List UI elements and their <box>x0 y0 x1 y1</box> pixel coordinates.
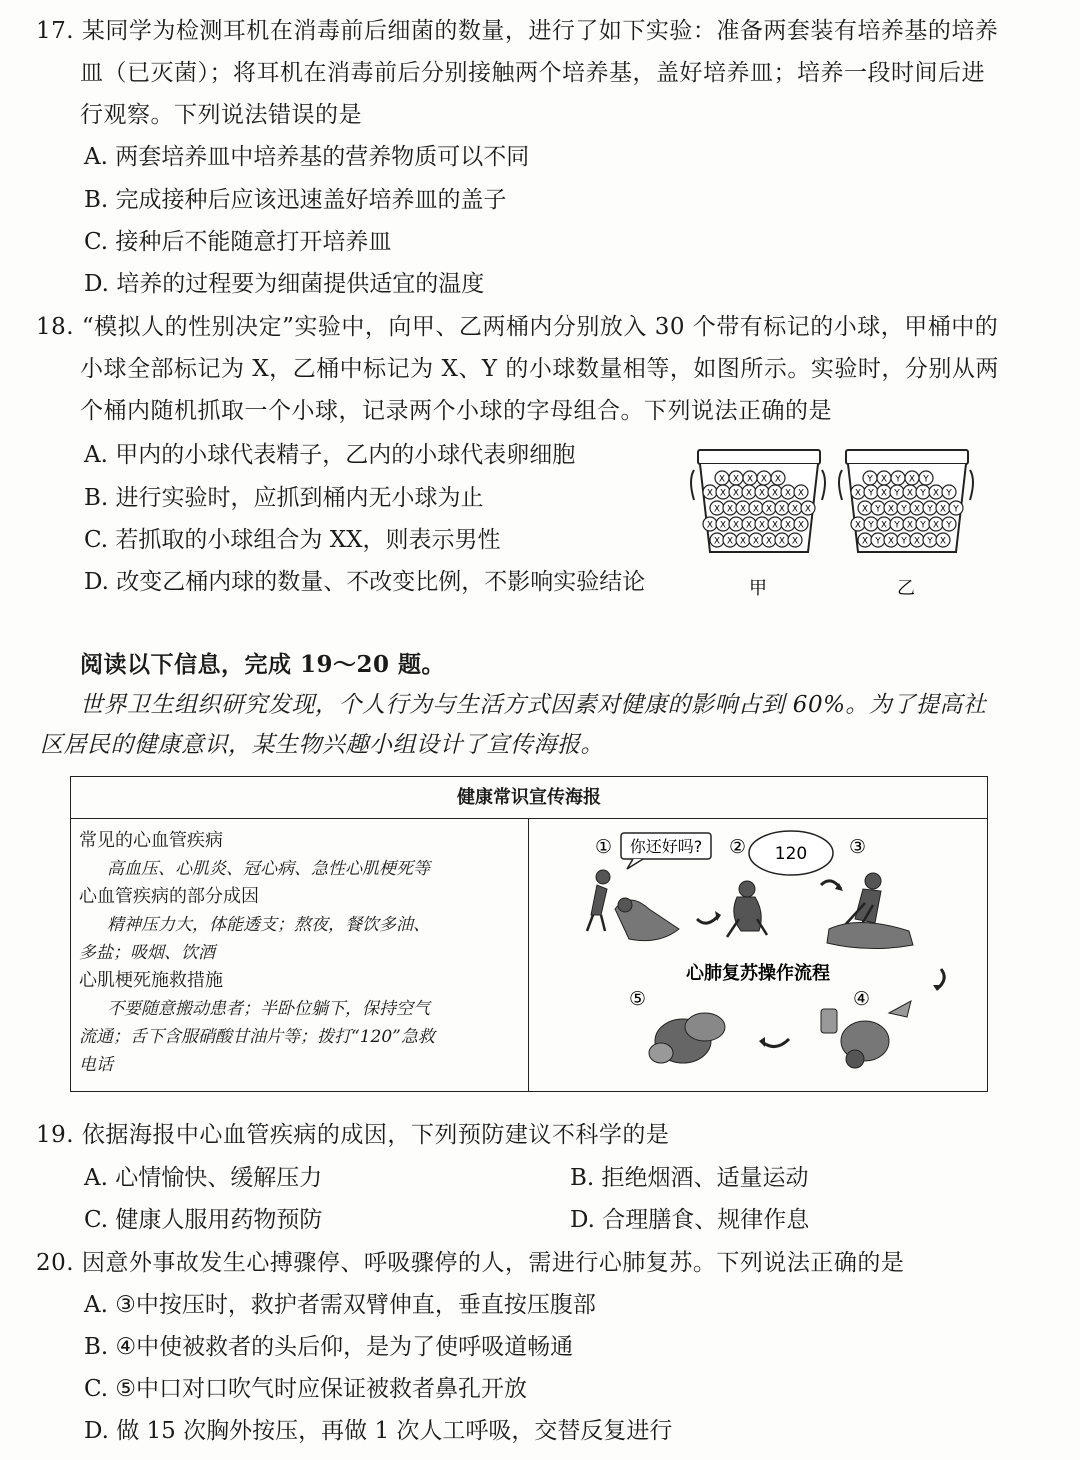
poster-left-panel <box>71 819 529 1091</box>
q17-option-b: B. 完成接种后应该迅速盖好培养皿的盖子 <box>84 187 507 213</box>
ball-label: Y <box>946 520 952 531</box>
bucket-yi <box>839 450 973 552</box>
ball-label: X <box>732 520 740 531</box>
ball-label: Y <box>923 474 929 485</box>
ball-label: X <box>752 504 760 515</box>
flow-arrow-1 <box>697 915 719 923</box>
poster-body-line: 电话 <box>79 1055 113 1075</box>
bubble-1-text: 你还好吗? <box>629 837 703 856</box>
poster-body-line: 不要随意搬动患者；半卧位躺下，保持空气 <box>107 999 430 1019</box>
ball-label: X <box>887 504 895 515</box>
q18-option-d: D. 改变乙桶内球的数量、不改变比例，不影响实验结论 <box>84 569 646 595</box>
ball-label: Y <box>867 474 873 485</box>
ball-label: X <box>758 488 766 499</box>
ball-label: X <box>771 520 779 531</box>
step-number-5: ⑤ <box>629 988 647 1010</box>
reading-text-line-1: 世界卫生组织研究发现，个人行为与生活方式因素对健康的影响占到 60%。为了提高社 <box>80 692 987 718</box>
q17-stem-line-1 <box>36 16 998 46</box>
ball-label: X <box>932 520 940 531</box>
q17-number: 17. <box>36 18 75 44</box>
ball-label: X <box>765 536 773 547</box>
ball-label: X <box>745 520 753 531</box>
poster-right-panel <box>529 819 987 1091</box>
ball-label: X <box>854 488 862 499</box>
q17-stem-line-2: 皿（已灭菌）；将耳机在消毒前后分别接触两个培养基，盖好培养皿；培养一段时间后进 <box>80 60 985 86</box>
rescuer-figure-3 <box>827 873 913 949</box>
ball-label: Y <box>927 536 933 547</box>
ball-label: X <box>778 536 786 547</box>
rescuer-figure-4 <box>821 1001 911 1068</box>
ball-label: Y <box>920 488 926 499</box>
ball-label: X <box>906 520 914 531</box>
q18-stem-line-1 <box>36 312 998 342</box>
poster-title: 健康常识宣传海报 <box>71 777 987 819</box>
flow-arrow-4 <box>761 1039 789 1047</box>
ball-label: X <box>719 488 727 499</box>
ball-label: Y <box>901 504 907 515</box>
ball-label: X <box>854 520 862 531</box>
q17-stem-line-3: 行观察。下列说法错误的是 <box>80 102 362 128</box>
poster-body-line: 高血压、心肌炎、冠心病、急性心肌梗死等 <box>107 859 430 879</box>
step-number-2: ② <box>729 836 747 858</box>
bucket-label-yi: 乙 <box>897 578 915 599</box>
ball-label: X <box>746 474 754 485</box>
q20-option-d: D. 做 15 次胸外按压，再做 1 次人工呼吸，交替反复进行 <box>84 1418 673 1444</box>
q19-number: 19. <box>36 1122 75 1148</box>
ball-label: X <box>706 520 714 531</box>
reading-text-line-2: 区居民的健康意识，某生物兴趣小组设计了宣传海报。 <box>40 732 604 758</box>
ball-label: X <box>745 488 753 499</box>
ball-label: X <box>861 504 869 515</box>
step-number-1: ① <box>595 836 613 858</box>
ball-label: Y <box>894 488 900 499</box>
bucket-label-jia: 甲 <box>749 578 767 599</box>
ball-label: X <box>752 536 760 547</box>
ball-label: X <box>932 488 940 499</box>
ball-label: X <box>913 504 921 515</box>
ball-label: X <box>887 536 895 547</box>
ball-label: X <box>880 474 888 485</box>
ball-label: X <box>739 536 747 547</box>
poster-body-line: 多盐；吸烟、饮酒 <box>79 943 215 963</box>
ball-label: X <box>726 504 734 515</box>
poster-body-line: 流通；舌下含服硝酸甘油片等；拨打“120”急救 <box>79 1027 435 1047</box>
q17-stem-text-1: 某同学为检测耳机在消毒前后细菌的数量，进行了如下实验：准备两套装有培养基的培养 <box>81 18 999 44</box>
q17-option-d: D. 培养的过程要为细菌提供适宜的温度 <box>84 271 485 297</box>
ball-label: X <box>732 488 740 499</box>
rescuer-figure-2 <box>727 881 767 937</box>
ball-label: X <box>861 536 869 547</box>
q20-option-c: C. ⑤中口对口吹气时应保证被救者鼻孔开放 <box>84 1376 528 1402</box>
poster-section-heading: 常见的心血管疾病 <box>79 830 223 851</box>
rescuer-figure-5 <box>649 1013 725 1063</box>
ball-label: Y <box>875 504 881 515</box>
ball-label: X <box>758 520 766 531</box>
q17-option-a: A. 两套培养皿中培养基的营养物质可以不同 <box>84 144 530 170</box>
ball-label: X <box>791 536 799 547</box>
q18-number: 18. <box>36 314 75 340</box>
cpr-illustration <box>529 819 987 1091</box>
q20-option-a: A. ③中按压时，救护者需双臂伸直，垂直按压腹部 <box>84 1292 596 1318</box>
q19-option-a: A. 心情愉快、缓解压力 <box>84 1165 323 1191</box>
ball-label: Y <box>868 488 874 499</box>
q19-option-d: D. 合理膳食、规律作息 <box>570 1207 810 1233</box>
ball-label: Y <box>920 520 926 531</box>
step-number-3: ③ <box>849 836 867 858</box>
speech-bubble-2 <box>749 831 833 875</box>
flow-arrow-4-head <box>759 1037 765 1047</box>
q19-option-c: C. 健康人服用药物预防 <box>84 1207 323 1233</box>
ball-label: X <box>913 536 921 547</box>
cpr-title: 心肺复苏操作流程 <box>686 963 830 984</box>
ball-label: X <box>713 504 721 515</box>
step-number-4: ④ <box>853 988 871 1010</box>
ball-label: X <box>797 488 805 499</box>
ball-label: Y <box>927 504 933 515</box>
q18-stem-line-2: 小球全部标记为 X，乙桶中标记为 X、Y 的小球数量相等，如图所示。实验时，分别从两 <box>80 356 999 382</box>
ball-label: X <box>880 488 888 499</box>
q20-option-b: B. ④中使被救者的头后仰，是为了使呼吸道畅通 <box>84 1334 574 1360</box>
ball-label: X <box>791 504 799 515</box>
ball-label: X <box>732 474 740 485</box>
q19-option-b: B. 拒绝烟酒、适量运动 <box>570 1165 809 1191</box>
ball-label: X <box>739 504 747 515</box>
q20-stem-line <box>36 1248 904 1278</box>
ball-label: X <box>784 520 792 531</box>
ball-label: X <box>726 536 734 547</box>
rescuer-figure-1 <box>587 870 679 941</box>
ball-label: Y <box>895 474 901 485</box>
poster-section-heading: 心肌梗死施救措施 <box>79 970 223 991</box>
reading-intro: 阅读以下信息，完成 19～20 题。 <box>80 651 446 678</box>
ball-label: Y <box>868 520 874 531</box>
ball-label: X <box>804 504 812 515</box>
ball-label: Y <box>894 520 900 531</box>
ball-label: X <box>774 474 782 485</box>
ball-label: X <box>718 474 726 485</box>
speech-bubble-1 <box>621 833 711 869</box>
ball-label: X <box>713 536 721 547</box>
poster-body-line: 精神压力大，体能透支；熬夜，餐饮多油、 <box>107 915 430 935</box>
poster-section-heading: 心血管疾病的部分成因 <box>79 886 259 907</box>
q20-number: 20. <box>36 1250 75 1276</box>
ball-label: X <box>906 488 914 499</box>
ball-label: Y <box>875 536 881 547</box>
ball-label: X <box>880 520 888 531</box>
q19-stem-text: 依据海报中心血管疾病的成因，下列预防建议不科学的是 <box>81 1122 670 1148</box>
ball-label: X <box>908 474 916 485</box>
q18-option-c: C. 若抓取的小球组合为 XX，则表示男性 <box>84 527 501 553</box>
ball-label: X <box>939 504 947 515</box>
ball-label: X <box>719 520 727 531</box>
q18-stem-line-3: 个桶内随机抓取一个小球，记录两个小球的字母组合。下列说法正确的是 <box>80 398 832 424</box>
ball-label: X <box>784 488 792 499</box>
ball-label: Y <box>953 504 959 515</box>
ball-label: X <box>706 488 714 499</box>
q18-option-b: B. 进行实验时，应抓到桶内无小球为止 <box>84 485 484 511</box>
ball-label: X <box>939 536 947 547</box>
ball-label: X <box>760 474 768 485</box>
health-poster <box>70 776 988 1092</box>
ball-label: X <box>778 504 786 515</box>
ball-label: Y <box>901 536 907 547</box>
q18-option-a: A. 甲内的小球代表精子，乙内的小球代表卵细胞 <box>84 442 576 468</box>
ball-label: X <box>797 520 805 531</box>
ball-label: X <box>771 488 779 499</box>
q18-stem-text-1: “模拟人的性别决定”实验中，向甲、乙两桶内分别放入 30 个带有标记的小球，甲桶中的 <box>81 314 999 340</box>
buckets-figure <box>680 440 980 610</box>
q19-stem-line <box>36 1120 669 1150</box>
bucket-jia <box>691 450 825 552</box>
q20-stem-text: 因意外事故发生心搏骤停、呼吸骤停的人，需进行心肺复苏。下列说法正确的是 <box>81 1250 905 1276</box>
q17-option-c: C. 接种后不能随意打开培养皿 <box>84 229 392 255</box>
ball-label: Y <box>946 488 952 499</box>
bubble-2-text: 120 <box>774 844 808 864</box>
ball-label: X <box>765 504 773 515</box>
